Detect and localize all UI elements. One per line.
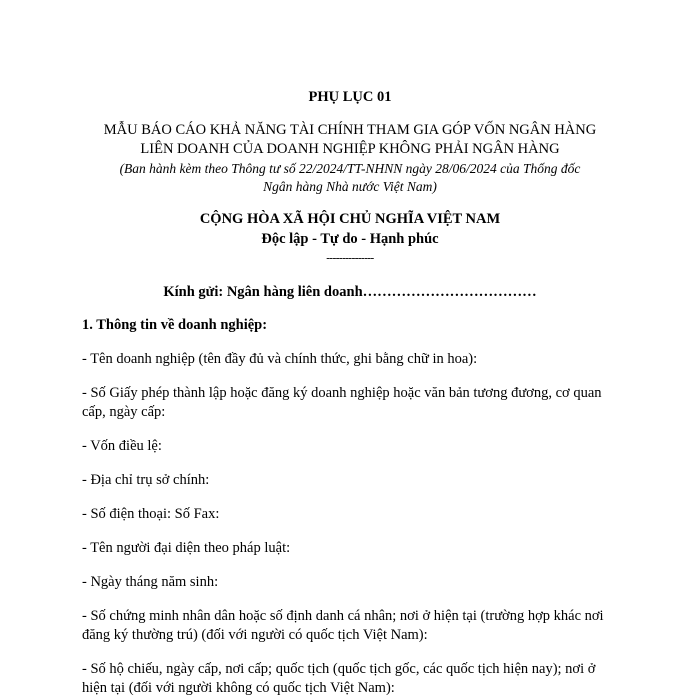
field-id-line-1: - Số chứng minh nhân dân hoặc số định danh cá nhân; nơi ở hiện tại (trường hợp khác nơi	[82, 608, 604, 624]
field-passport-line-1: - Số hộ chiếu, ngày cấp, nơi cấp; quốc tịch (quốc tịch gốc, các quốc tịch hiện nay); nơi ở	[82, 661, 596, 677]
field-head-office: - Địa chỉ trụ sở chính:	[82, 472, 210, 488]
header-divider: ---------------	[326, 252, 374, 264]
section-1-heading: 1. Thông tin về doanh nghiệp:	[82, 317, 268, 333]
form-title-line-1: MẪU BÁO CÁO KHẢ NĂNG TÀI CHÍNH THAM GIA GÓP VỐN NGÂN HÀNG	[103, 122, 597, 138]
field-legal-representative: - Tên người đại diện theo pháp luật:	[82, 540, 291, 556]
field-birth-date: - Ngày tháng năm sinh:	[82, 574, 219, 590]
appendix-label: PHỤ LỤC 01	[308, 89, 392, 105]
field-id-line-2: đăng ký thường trú) (đối với người có quốc tịch Việt Nam):	[82, 627, 428, 643]
addressee-line: Kính gửi: Ngân hàng liên doanh………………………………	[163, 284, 537, 300]
issuance-note-line-1: (Ban hành kèm theo Thông tư số 22/2024/TT-NHNN ngày 28/06/2024 của Thống đốc	[119, 161, 581, 176]
field-company-name: - Tên doanh nghiệp (tên đầy đủ và chính thức, ghi bằng chữ in hoa):	[82, 351, 478, 367]
field-phone-fax: - Số điện thoại: Số Fax:	[82, 506, 220, 522]
field-charter-capital: - Vốn điều lệ:	[82, 438, 162, 454]
field-passport-line-2: hiện tại (đối với người không có quốc tịch Việt Nam):	[82, 680, 395, 696]
form-title-line-2: LIÊN DOANH CỦA DOANH NGHIỆP KHÔNG PHẢI NGÂN HÀNG	[140, 141, 560, 157]
national-title: CỘNG HÒA XÃ HỘI CHỦ NGHĨA VIỆT NAM	[199, 211, 501, 227]
issuance-note-line-2: Ngân hàng Nhà nước Việt Nam)	[263, 179, 437, 194]
national-motto: Độc lập - Tự do - Hạnh phúc	[261, 231, 439, 247]
field-license-line-2: cấp, ngày cấp:	[82, 404, 166, 420]
field-license-line-1: - Số Giấy phép thành lập hoặc đăng ký doanh nghiệp hoặc văn bản tương đương, cơ quan	[82, 385, 602, 401]
